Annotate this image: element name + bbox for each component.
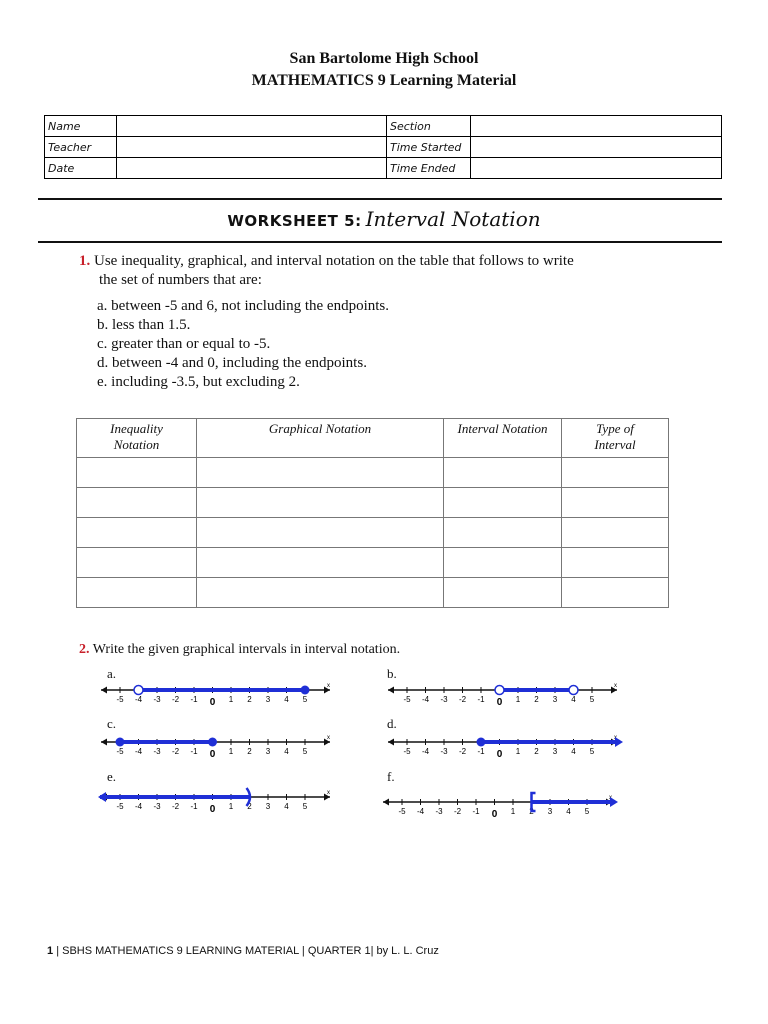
tick-label: 4 (571, 747, 576, 756)
tick-label: -4 (421, 695, 430, 704)
table-cell[interactable] (562, 578, 669, 608)
tick-label: 0 (209, 697, 216, 708)
school-name: San Bartolome High School (289, 50, 479, 67)
table-cell[interactable] (562, 458, 669, 488)
tick-label: 1 (515, 695, 521, 704)
question-2-number: 2. (79, 642, 90, 657)
axis-arrow-left (383, 799, 389, 806)
tick-label: 3 (552, 695, 558, 704)
table-cell[interactable] (562, 518, 669, 548)
time-ended-label: Time Ended (387, 158, 471, 179)
tick-label: 4 (566, 807, 571, 816)
tick-label: -2 (458, 695, 467, 704)
tick-label: -4 (134, 747, 143, 756)
question-1-line2: the set of numbers that are: (99, 272, 262, 288)
interval-right-endpoint (569, 686, 578, 695)
tick-label: 2 (534, 747, 539, 756)
question-1-items (97, 297, 389, 392)
tick-label: 2 (534, 695, 539, 704)
number-line-f (380, 792, 620, 826)
item-e: e. including -3.5, but excluding 2. (97, 374, 300, 390)
table-cell[interactable] (197, 518, 444, 548)
tick-label: 3 (547, 807, 553, 816)
answer-table (76, 418, 669, 608)
tick-label: 1 (228, 802, 234, 811)
tick-label: -4 (134, 695, 143, 704)
tick-label: -3 (440, 747, 448, 756)
question-1-number: 1. (79, 253, 91, 269)
interval-arrow-left (98, 792, 106, 802)
tick-label: 5 (589, 747, 595, 756)
table-cell[interactable] (197, 548, 444, 578)
table-cell[interactable] (444, 488, 562, 518)
tick-label: -5 (403, 747, 411, 756)
section-field[interactable] (471, 116, 722, 137)
footer-text: | SBHS MATHEMATICS 9 LEARNING MATERIAL | QUARTER 1| by L. L. Cruz (56, 945, 439, 957)
interval-arrow-right (610, 797, 618, 807)
tick-label: 3 (265, 802, 271, 811)
col-interval: Interval Notation (444, 419, 562, 458)
tick-label: -1 (190, 747, 198, 756)
axis-arrow-left (388, 739, 394, 746)
time-ended-field[interactable] (471, 158, 722, 179)
tick-label: 5 (584, 807, 590, 816)
tick-label: -1 (477, 747, 485, 756)
tick-label: 3 (265, 747, 271, 756)
item-d: d. between -4 and 0, including the endpoints. (97, 355, 367, 371)
item-b: b. less than 1.5. (97, 317, 191, 333)
tick-label: 0 (491, 809, 498, 820)
number-line-c (98, 732, 338, 762)
tick-label: -4 (421, 747, 430, 756)
tick-label: -2 (453, 807, 462, 816)
page-footer (47, 945, 439, 957)
interval-left-endpoint (134, 686, 143, 695)
table-row (77, 518, 669, 548)
tick-label: 5 (589, 695, 595, 704)
worksheet-title (0, 207, 768, 231)
tick-label: -4 (416, 807, 425, 816)
tick-label: 0 (496, 697, 503, 708)
tick-label: -4 (134, 802, 143, 811)
question-2-text: Write the given graphical intervals in interval notation. (92, 642, 401, 657)
tick-label: -1 (190, 802, 198, 811)
tick-label: 2 (529, 807, 534, 816)
item-a: a. between -5 and 6, not including the endpoints. (97, 298, 390, 314)
table-cell[interactable] (77, 578, 197, 608)
table-cell[interactable] (77, 458, 197, 488)
tick-label: -2 (458, 747, 467, 756)
col-inequality: Inequality Notation (77, 419, 197, 458)
number-line-a (98, 680, 338, 710)
label-e: e. (107, 769, 117, 784)
tick-label: 1 (510, 807, 516, 816)
table-row (77, 578, 669, 608)
tick-label: -2 (171, 695, 180, 704)
axis-variable: x (327, 735, 330, 741)
table-cell[interactable] (197, 488, 444, 518)
tick-label: -5 (116, 802, 124, 811)
axis-variable: x (614, 683, 617, 689)
section-label: Section (387, 116, 471, 137)
tick-label: 4 (284, 695, 289, 704)
label-f: f. (387, 769, 395, 784)
table-cell[interactable] (77, 518, 197, 548)
tick-label: 2 (247, 695, 252, 704)
axis-variable: x (327, 683, 330, 689)
tick-label: -5 (116, 747, 124, 756)
interval-right-endpoint (301, 686, 310, 695)
table-cell[interactable] (444, 548, 562, 578)
tick-label: -3 (435, 807, 443, 816)
top-divider (38, 198, 722, 200)
table-cell[interactable] (197, 458, 444, 488)
tick-label: -5 (398, 807, 406, 816)
tick-label: 1 (228, 695, 234, 704)
interval-left-endpoint (477, 738, 486, 747)
table-cell[interactable] (444, 518, 562, 548)
tick-label: -1 (477, 695, 485, 704)
col-type: Type of Interval (562, 419, 669, 458)
worksheet-label: WORKSHEET 5: (227, 212, 362, 230)
tick-label: 3 (552, 747, 558, 756)
worksheet-subtitle: Interval Notation (365, 207, 541, 231)
tick-label: -5 (403, 695, 411, 704)
table-cell[interactable] (444, 458, 562, 488)
tick-label: -3 (153, 747, 161, 756)
teacher-field[interactable] (117, 137, 387, 158)
document-header (0, 48, 768, 92)
teacher-label: Teacher (45, 137, 117, 158)
question-1-line1: Use inequality, graphical, and interval notation on the table that follows to write (94, 253, 574, 269)
axis-arrow-left (388, 687, 394, 694)
table-cell[interactable] (77, 488, 197, 518)
tick-label: -1 (472, 807, 480, 816)
tick-label: 4 (284, 802, 289, 811)
table-cell[interactable] (197, 578, 444, 608)
number-line-b (385, 680, 625, 710)
item-c: c. greater than or equal to -5. (97, 336, 271, 352)
label-c: c. (107, 716, 117, 731)
tick-label: -1 (190, 695, 198, 704)
tick-label: -3 (153, 802, 161, 811)
interval-right-endpoint (208, 738, 217, 747)
interval-left-endpoint (116, 738, 125, 747)
table-cell[interactable] (562, 488, 669, 518)
tick-label: 2 (247, 747, 252, 756)
tick-label: 5 (302, 695, 308, 704)
material-title: MATHEMATICS 9 Learning Material (251, 72, 517, 89)
tick-label: 2 (247, 802, 252, 811)
label-a: a. (107, 666, 117, 681)
page-number: 1 (47, 945, 54, 957)
date-field[interactable] (117, 158, 387, 179)
time-started-field[interactable] (471, 137, 722, 158)
col-graphical: Graphical Notation (197, 419, 444, 458)
axis-variable: x (327, 790, 330, 796)
table-cell[interactable] (444, 578, 562, 608)
number-line-d (385, 732, 625, 762)
label-d: d. (387, 716, 397, 731)
label-b: b. (387, 666, 397, 681)
tick-label: 5 (302, 802, 308, 811)
tick-label: -5 (116, 695, 124, 704)
axis-arrow-left (101, 739, 107, 746)
tick-label: 0 (209, 804, 216, 815)
number-line-e (98, 787, 338, 821)
tick-label: -3 (153, 695, 161, 704)
date-label: Date (45, 158, 117, 179)
tick-label: 4 (284, 747, 289, 756)
name-field[interactable] (117, 116, 387, 137)
question-1 (79, 252, 574, 271)
table-cell[interactable] (562, 548, 669, 578)
tick-label: 1 (228, 747, 234, 756)
table-row (77, 488, 669, 518)
table-row (77, 458, 669, 488)
question-2 (79, 640, 400, 659)
interval-left-endpoint (495, 686, 504, 695)
tick-label: 0 (496, 749, 503, 760)
tick-label: -2 (171, 802, 180, 811)
axis-arrow-left (101, 687, 107, 694)
table-cell[interactable] (77, 548, 197, 578)
bottom-divider (38, 241, 722, 243)
tick-label: 5 (302, 747, 308, 756)
tick-label: 3 (265, 695, 271, 704)
student-info-table (44, 115, 722, 179)
tick-label: 0 (209, 749, 216, 760)
table-row (77, 548, 669, 578)
tick-label: 4 (571, 695, 576, 704)
name-label: Name (45, 116, 117, 137)
tick-label: 1 (515, 747, 521, 756)
tick-label: -3 (440, 695, 448, 704)
interval-arrow-right (615, 737, 623, 747)
tick-label: -2 (171, 747, 180, 756)
time-started-label: Time Started (387, 137, 471, 158)
